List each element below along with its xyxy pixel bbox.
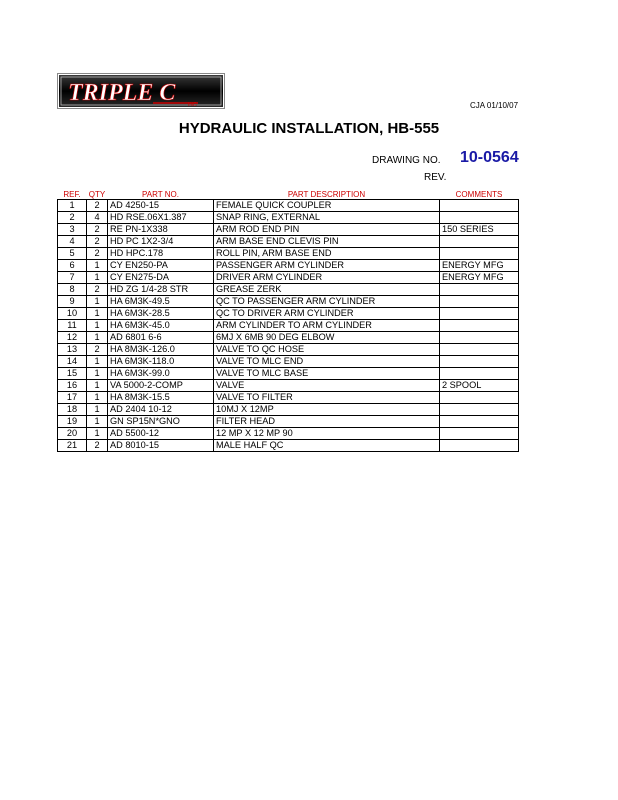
comments-cell	[440, 236, 519, 248]
table-row	[58, 284, 519, 296]
column-header-qty: QTY	[88, 190, 106, 199]
qty-cell: 1	[87, 416, 108, 428]
part-no-cell: AD 4250-15	[108, 200, 214, 212]
part-no-cell: GN SP15N*GNO	[108, 416, 214, 428]
description-cell: 10MJ X 12MP	[214, 404, 440, 416]
comments-cell	[440, 344, 519, 356]
table-row	[58, 380, 519, 392]
table-row	[58, 236, 519, 248]
comments-cell	[440, 284, 519, 296]
qty-cell: 2	[87, 224, 108, 236]
ref-cell: 11	[58, 320, 87, 332]
description-cell: VALVE TO FILTER	[214, 392, 440, 404]
description-cell: VALVE TO MLC BASE	[214, 368, 440, 380]
qty-cell: 1	[87, 356, 108, 368]
ref-cell: 6	[58, 260, 87, 272]
qty-cell: 1	[87, 380, 108, 392]
parts-table-body	[58, 200, 519, 452]
comments-cell	[440, 320, 519, 332]
table-row	[58, 404, 519, 416]
description-cell: GREASE ZERK	[214, 284, 440, 296]
table-row	[58, 392, 519, 404]
part-no-cell: HA 6M3K-99.0	[108, 368, 214, 380]
qty-cell: 1	[87, 404, 108, 416]
description-cell: ARM CYLINDER TO ARM CYLINDER	[214, 320, 440, 332]
comments-cell	[440, 212, 519, 224]
table-row	[58, 248, 519, 260]
description-cell: DRIVER ARM CYLINDER	[214, 272, 440, 284]
table-row	[58, 344, 519, 356]
company-logo	[57, 73, 225, 109]
part-no-cell: HD PC 1X2-3/4	[108, 236, 214, 248]
table-header-row	[58, 188, 519, 200]
qty-cell: 2	[87, 200, 108, 212]
part-no-cell: HD ZG 1/4-28 STR	[108, 284, 214, 296]
ref-cell: 20	[58, 428, 87, 440]
qty-cell: 1	[87, 308, 108, 320]
drawing-number: 10-0564	[460, 149, 519, 166]
qty-cell: 1	[87, 332, 108, 344]
ref-cell: 17	[58, 392, 87, 404]
comments-cell	[440, 296, 519, 308]
part-no-cell: CY EN275-DA	[108, 272, 214, 284]
comments-cell	[440, 440, 519, 452]
comments-cell	[440, 248, 519, 260]
part-no-cell: HA 6M3K-49.5	[108, 296, 214, 308]
qty-cell: 4	[87, 212, 108, 224]
ref-cell: 8	[58, 284, 87, 296]
comments-cell: 150 SERIES	[440, 224, 519, 236]
ref-cell: 7	[58, 272, 87, 284]
qty-cell: 2	[87, 284, 108, 296]
part-no-cell: HD RSE.06X1.387	[108, 212, 214, 224]
qty-cell: 1	[87, 392, 108, 404]
description-cell: ARM BASE END CLEVIS PIN	[214, 236, 440, 248]
comments-cell	[440, 200, 519, 212]
ref-cell: 3	[58, 224, 87, 236]
column-header-part-no: PART NO.	[142, 190, 179, 199]
drawing-number-label: DRAWING NO.	[372, 155, 441, 166]
part-no-cell: AD 5500-12	[108, 428, 214, 440]
ref-cell: 15	[58, 368, 87, 380]
ref-cell: 19	[58, 416, 87, 428]
qty-cell: 1	[87, 368, 108, 380]
description-cell: ROLL PIN, ARM BASE END	[214, 248, 440, 260]
table-row	[58, 200, 519, 212]
comments-cell	[440, 416, 519, 428]
qty-cell: 1	[87, 320, 108, 332]
description-cell: 6MJ X 6MB 90 DEG ELBOW	[214, 332, 440, 344]
table-row	[58, 272, 519, 284]
table-row	[58, 212, 519, 224]
part-no-cell: VA 5000-2-COMP	[108, 380, 214, 392]
ref-cell: 14	[58, 356, 87, 368]
qty-cell: 1	[87, 272, 108, 284]
description-cell: PASSENGER ARM CYLINDER	[214, 260, 440, 272]
part-no-cell: HA 6M3K-118.0	[108, 356, 214, 368]
table-row	[58, 440, 519, 452]
column-header-description: PART DESCRIPTION	[287, 190, 366, 199]
comments-cell	[440, 368, 519, 380]
part-no-cell: HA 8M3K-15.5	[108, 392, 214, 404]
part-no-cell: RE PN-1X338	[108, 224, 214, 236]
table-row	[58, 332, 519, 344]
logo-text: TRIPLE C	[68, 80, 176, 106]
part-no-cell: HA 6M3K-45.0	[108, 320, 214, 332]
comments-cell	[440, 392, 519, 404]
ref-cell: 2	[58, 212, 87, 224]
ref-cell: 13	[58, 344, 87, 356]
description-cell: VALVE	[214, 380, 440, 392]
logo-subtext: INC	[188, 102, 197, 108]
qty-cell: 2	[87, 440, 108, 452]
date-code: CJA 01/10/07	[470, 101, 519, 110]
comments-cell	[440, 404, 519, 416]
description-cell: QC TO DRIVER ARM CYLINDER	[214, 308, 440, 320]
qty-cell: 1	[87, 260, 108, 272]
description-cell: QC TO PASSENGER ARM CYLINDER	[214, 296, 440, 308]
ref-cell: 21	[58, 440, 87, 452]
description-cell: MALE HALF QC	[214, 440, 440, 452]
table-row	[58, 428, 519, 440]
table-row	[58, 308, 519, 320]
ref-cell: 5	[58, 248, 87, 260]
qty-cell: 2	[87, 344, 108, 356]
description-cell: FILTER HEAD	[214, 416, 440, 428]
part-no-cell: AD 6801 6-6	[108, 332, 214, 344]
comments-cell: ENERGY MFG	[440, 260, 519, 272]
part-no-cell: AD 8010-15	[108, 440, 214, 452]
column-header-ref: REF.	[63, 190, 81, 199]
part-no-cell: CY EN250-PA	[108, 260, 214, 272]
table-row	[58, 368, 519, 380]
qty-cell: 1	[87, 296, 108, 308]
qty-cell: 2	[87, 236, 108, 248]
ref-cell: 1	[58, 200, 87, 212]
comments-cell	[440, 428, 519, 440]
part-no-cell: HD HPC.178	[108, 248, 214, 260]
description-cell: ARM ROD END PIN	[214, 224, 440, 236]
comments-cell: ENERGY MFG	[440, 272, 519, 284]
description-cell: 12 MP X 12 MP 90	[214, 428, 440, 440]
part-no-cell: AD 2404 10-12	[108, 404, 214, 416]
description-cell: SNAP RING, EXTERNAL	[214, 212, 440, 224]
part-no-cell: HA 6M3K-28.5	[108, 308, 214, 320]
comments-cell	[440, 308, 519, 320]
comments-cell	[440, 356, 519, 368]
revision-label: REV.	[424, 172, 447, 183]
part-no-cell: HA 8M3K-126.0	[108, 344, 214, 356]
ref-cell: 18	[58, 404, 87, 416]
qty-cell: 1	[87, 428, 108, 440]
ref-cell: 16	[58, 380, 87, 392]
table-row	[58, 356, 519, 368]
page-title: HYDRAULIC INSTALLATION, HB-555	[178, 120, 440, 137]
ref-cell: 9	[58, 296, 87, 308]
ref-cell: 10	[58, 308, 87, 320]
comments-cell: 2 SPOOL	[440, 380, 519, 392]
ref-cell: 4	[58, 236, 87, 248]
parts-table	[57, 188, 519, 452]
table-row	[58, 224, 519, 236]
ref-cell: 12	[58, 332, 87, 344]
comments-cell	[440, 332, 519, 344]
qty-cell: 2	[87, 248, 108, 260]
table-row	[58, 416, 519, 428]
description-cell: FEMALE QUICK COUPLER	[214, 200, 440, 212]
description-cell: VALVE TO QC HOSE	[214, 344, 440, 356]
description-cell: VALVE TO MLC END	[214, 356, 440, 368]
table-row	[58, 296, 519, 308]
table-row	[58, 260, 519, 272]
table-row	[58, 320, 519, 332]
column-header-comments: COMMENTS	[455, 190, 503, 199]
